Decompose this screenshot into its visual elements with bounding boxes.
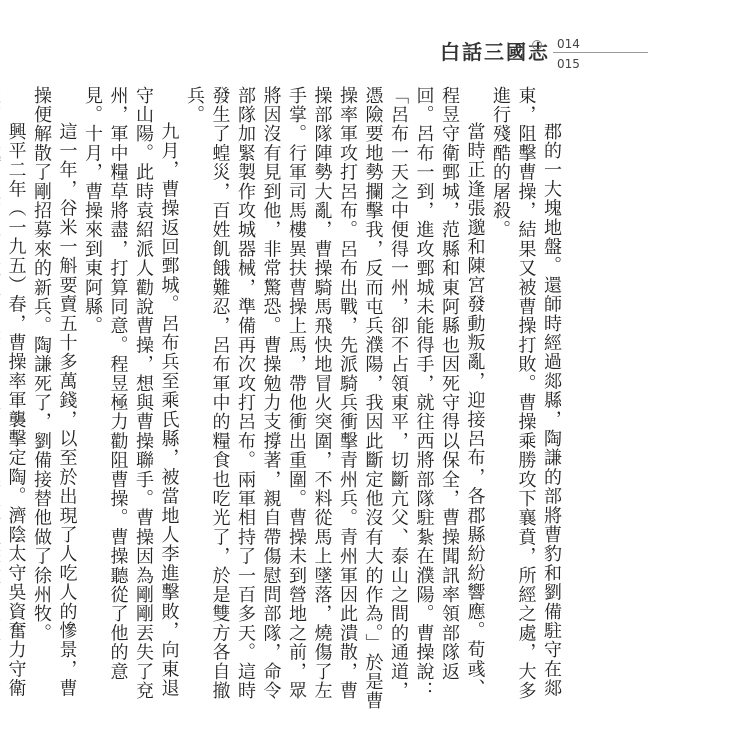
header-divider (553, 52, 648, 53)
title-ornament-icon (532, 40, 542, 50)
book-title: 白話三國志 (440, 40, 550, 64)
page-number-left: 014 (557, 37, 580, 51)
vertical-body-text (5, 86, 564, 714)
paragraph-3: 九月，曹操返回鄄城。呂布兵至乘氏縣，被當地人李進擊敗，向東退守山陽。此時袁紹派人勸說曹操，想與曹操聯手。曹操因為剛剛丟失了兗州，軍中糧草將盡，打算同意。程昱極力勸阻曹操。曹操聽從了他的意見。十月，曹操來到東阿縣。 (82, 86, 180, 701)
paragraph-1: 郡的一大塊地盤。還師時經過郯縣，陶謙的部將曹豹和劉備駐守在郯東，阻擊曹操，結果又被曹操打敗。曹操乘勝攻下襄賁，所經之處，大多進行殘酷的屠殺。 (490, 86, 562, 701)
paragraph-2: 當時正逢張邈和陳宮發動叛亂，迎接呂布，各郡縣紛紛響應。荀彧、程昱守衛鄄城，范縣和東阿縣也因死守得以保全，曹操聞訊率領部隊返回。呂布一到，進攻鄄城未能得手，就往西將部隊駐紮在濮陽。曹操說：「呂布一天之中便得一州，卻不占領東平，切斷亢父、泰山之間的通道，憑險要地勢攔擊我，反而屯兵濮陽，我因此斷定他沒有大的作為。」於是曹操率軍攻打呂布。呂布出戰，先派騎兵衝擊青州兵。青州軍因此潰散，曹操部隊陣勢大亂，曹操騎馬飛快地冒火突圍，不料從馬上墜落，燒傷了左手掌。行軍司馬樓異扶曹操上馬，帶他衝出重圍。曹操未到營地之前，眾將因沒有見到他，非常驚恐。曹操勉力支撐著，親自帶傷慰問部隊，命令部隊加緊製作攻城器械，準備再次攻打呂布。兩軍相持了一百多天。這時發生了蝗災，百姓飢餓難忍，呂布軍中的糧食也吃光了，於是雙方各自撤兵。 (184, 86, 486, 711)
page-number-right: 015 (557, 57, 580, 71)
paragraph-5: 興平二年（一九五）春，曹操率軍襲擊定陶。濟陰太守吳資奮力守衛 (5, 122, 27, 698)
paragraph-4: 這一年，谷米一斛要賣五十多萬錢，以至於出現了人吃人的慘景，曹操便解散了剛招募來的新兵。陶謙死了，劉備接替他做了徐州牧。 (31, 86, 78, 698)
